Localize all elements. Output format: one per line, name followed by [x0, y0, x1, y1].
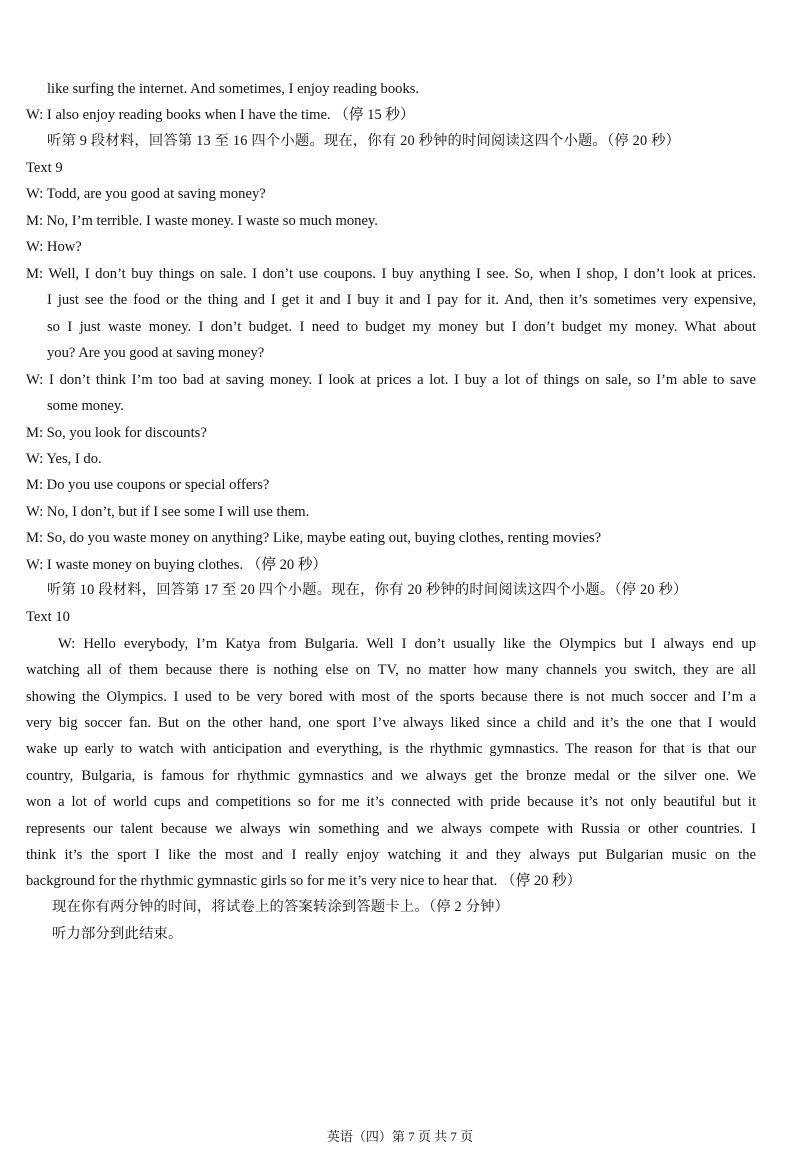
transcript-line: so I just waste money. I don’t budget. I need to budget my money but I don’t budget my money. What about: [47, 319, 756, 335]
section-instruction: 听第 10 段材料，回答第 17 至 20 四个小题。现在，你有 20 秒钟的时间阅读这四个小题。（停 20 秒）: [47, 582, 688, 598]
transcript-line: M: So, do you waste money on anything? Like, maybe eating out, buying clothes, renting movies?: [26, 530, 602, 546]
monologue-line: won a lot of world cups and competitions so for me it’s connected with pride because it’s not only beautiful but it: [26, 794, 756, 810]
transcript-line: W: How?: [26, 239, 82, 255]
transcript-line: W: I waste money on buying clothes. （停 20 秒）: [26, 557, 328, 573]
transcript-line: W: I also enjoy reading books when I have the time. （停 15 秒）: [26, 107, 415, 123]
monologue-line: very big soccer fan. But on the other hand, one sport I’ve always liked since a child and it’s the one that I would: [26, 715, 756, 731]
monologue-line: showing the Olympics. I used to be very bored with most of the sports because there is not much soccer and I’m a: [26, 689, 756, 705]
monologue-line: wake up early to watch with anticipation and everything, is the rhythmic gymnastics. The reason for that is that our: [26, 741, 756, 757]
transcript-line: some money.: [47, 398, 124, 414]
transcript-line: I just see the food or the thing and I get it and I buy it and I pay for it. And, then it’s sometimes very expensive,: [47, 292, 756, 308]
closing-instruction: 听力部分到此结束。: [52, 926, 183, 942]
transcript-line: W: No, I don’t, but if I see some I will use them.: [26, 504, 310, 520]
transcript-line: M: Do you use coupons or special offers?: [26, 477, 270, 493]
transcript-line: W: I don’t think I’m too bad at saving money. I look at prices a lot. I buy a lot of things on sale, so I’m able to save: [26, 372, 756, 388]
monologue-line: country, Bulgaria, is famous for rhythmic gymnastics and we always get the bronze medal or the silver one. We: [26, 768, 756, 784]
monologue-line: background for the rhythmic gymnastic girls so for me it’s very nice to hear that. （停 20 秒）: [26, 873, 582, 889]
transcript-line: M: So, you look for discounts?: [26, 425, 207, 441]
monologue-line: represents our talent because we always win something and we always compete with Russia or other countries. I: [26, 821, 756, 837]
section-heading-text-9: Text 9: [26, 160, 63, 176]
transcript-line: M: No, I’m terrible. I waste money. I waste so much money.: [26, 213, 378, 229]
transcript-line: W: Todd, are you good at saving money?: [26, 186, 266, 202]
page-footer: 英语（四）第 7 页 共 7 页: [326, 1129, 474, 1144]
section-instruction: 听第 9 段材料，回答第 13 至 16 四个小题。现在，你有 20 秒钟的时间阅读这四个小题。（停 20 秒）: [47, 133, 681, 149]
monologue-line: W: Hello everybody, I’m Katya from Bulgaria. Well I don’t usually like the Olympics but I always end up: [58, 636, 756, 652]
transcript-line: you? Are you good at saving money?: [47, 345, 265, 361]
section-heading-text-10: Text 10: [26, 609, 70, 625]
monologue-line: watching all of them because there is nothing else on TV, no matter how many channels you switch, they are all: [26, 662, 756, 678]
transcript-line: W: Yes, I do.: [26, 451, 102, 467]
monologue-line: think it’s the sport I like the most and I really enjoy watching it and they always put Bulgarian music on the: [26, 847, 756, 863]
transcript-line: like surfing the internet. And sometimes, I enjoy reading books.: [47, 81, 420, 97]
transcript-line: M: Well, I don’t buy things on sale. I don’t use coupons. I buy anything I see. So, when I shop, I don’t look at prices.: [26, 266, 756, 282]
closing-instruction: 现在你有两分钟的时间，将试卷上的答案转涂到答题卡上。（停 2 分钟）: [52, 899, 510, 915]
